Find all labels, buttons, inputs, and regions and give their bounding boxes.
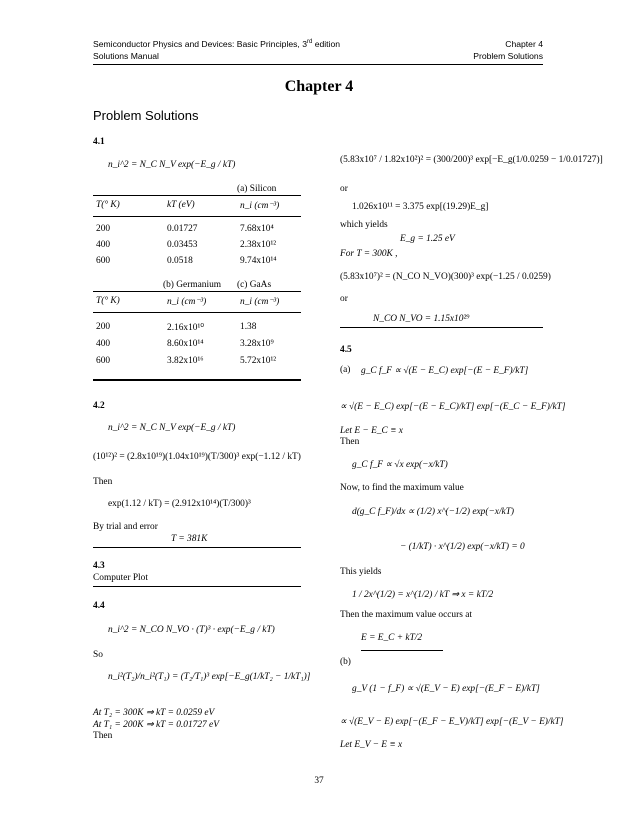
problem-4-5-yields: This yields	[340, 567, 382, 577]
problem-4-3-text: Computer Plot	[93, 573, 148, 583]
problem-4-5-eq2: ∝ √(E − E_C) exp[−(E − E_C)/kT] exp[−(E_C − E_F)/kT]	[340, 402, 566, 412]
problem-4-2-label: 4.2	[93, 401, 105, 411]
problem-4-5-then: Then	[340, 437, 360, 447]
problem-4-4-eq4: 1.026x10¹¹ = 3.375 exp[(19.29)E_g]	[352, 202, 489, 212]
problem-4-2-eq3: exp(1.12 / kT) = (2.912x10¹⁴)(T/300)³	[108, 499, 251, 509]
silicon-caption: (a) Silicon	[237, 184, 277, 194]
problem-4-5-let: Let E − E_C ≡ x	[340, 426, 403, 436]
section-divider	[93, 379, 301, 381]
header-left-line1: Semiconductor Physics and Devices: Basic Principles, 3rd edition	[93, 39, 341, 49]
header-right-line2: Problem Solutions	[473, 51, 543, 61]
problem-4-4-result-rule	[340, 327, 543, 328]
problem-4-5-eq4: d(g_C f_F)/dx ∝ (1/2) x^(−1/2) exp(−x/kT)	[352, 507, 515, 517]
table2-mid-rule	[93, 312, 301, 313]
problem-4-4-for: For T = 300K ,	[340, 249, 398, 259]
table-cell: 600	[96, 356, 111, 366]
table-cell: 8.60x10¹⁴	[167, 339, 204, 349]
problem-4-5-let2: Let E_V − E ≡ x	[340, 740, 403, 750]
problem-4-4-eg: E_g = 1.25 eV	[400, 234, 455, 244]
table1-header-2: kT (eV)	[167, 200, 195, 210]
problem-4-1-label: 4.1	[93, 137, 105, 147]
table1-top-rule	[93, 195, 301, 196]
problem-4-4-eq2: n_i²(T₂)/n_i²(T₁) = (T₂/T₁)³ exp[−E_g(1/kT₂ − 1/kT₁)]	[108, 672, 311, 682]
page-number: 37	[314, 776, 324, 786]
problem-4-4-at1: At T₂ = 300K ⇒ kT = 0.0259 eV	[93, 708, 215, 718]
table-cell: 3.28x10⁹	[240, 339, 274, 349]
problem-4-5-eq6: 1 / 2x^(1/2) = x^(1/2) / kT ⇒ x = kT/2	[352, 590, 494, 600]
table-cell: 2.16x10¹⁰	[167, 323, 205, 333]
problem-4-5-eq1: g_C f_F ∝ √(E − E_C) exp[−(E − E_F)/kT]	[361, 366, 529, 376]
problem-4-5-eq9: ∝ √(E_V − E) exp[−(E_F − E_V)/kT] exp[−(E_V − E)/kT]	[340, 717, 564, 727]
problem-4-5-eq5: − (1/kT) · x^(1/2) exp(−x/kT) = 0	[400, 542, 525, 552]
table-cell: 7.68x10⁴	[240, 224, 274, 234]
problem-4-2-eq1: n_i^2 = N_C N_V exp(−E_g / kT)	[108, 423, 236, 433]
problem-4-4-then: Then	[93, 731, 113, 741]
table-cell: 0.01727	[167, 224, 198, 234]
problem-4-2-result: T = 381K	[171, 534, 208, 544]
problem-4-5-eq8: g_V (1 − f_F) ∝ √(E_V − E) exp[−(E_F − E)/kT]	[352, 684, 540, 694]
table-cell: 0.03453	[167, 240, 198, 250]
problem-4-4-eq3: (5.83x10⁷ / 1.82x10²)² = (300/200)³ exp[−E_g(1/0.0259 − 1/0.01727)]	[340, 155, 603, 165]
problem-4-4-which: which yields	[340, 220, 388, 230]
gaas-caption: (c) GaAs	[237, 280, 272, 290]
problem-4-2-then: Then	[93, 477, 113, 487]
germanium-caption: (b) Germanium	[163, 280, 222, 290]
table-cell: 2.38x10¹²	[240, 240, 277, 250]
table-cell: 5.72x10¹²	[240, 356, 277, 366]
problem-4-5-label: 4.5	[340, 345, 352, 355]
problem-4-4-so: So	[93, 650, 103, 660]
problem-4-4-eq1: n_i^2 = N_CO N_VO · (T)³ · exp(−E_g / kT)	[108, 625, 275, 635]
table-cell: 400	[96, 339, 111, 349]
table2-header-3: n_i (cm⁻³)	[240, 297, 280, 307]
header-left-line2: Solutions Manual	[93, 51, 159, 61]
problem-4-2-trial: By trial and error	[93, 522, 158, 532]
table2-top-rule	[93, 291, 301, 292]
problem-4-2-eq2: (10¹²)² = (2.8x10¹⁹)(1.04x10¹⁹)(T/300)³ exp(−1.12 / kT)	[93, 452, 301, 462]
problem-4-5-now: Now, to find the maximum value	[340, 483, 464, 493]
problem-4-1-equation: n_i^2 = N_C N_V exp(−E_g / kT)	[108, 160, 236, 170]
table-cell: 3.82x10¹⁶	[167, 356, 204, 366]
problem-4-5-b: (b)	[340, 657, 351, 667]
table2-header-2: n_i (cm⁻³)	[167, 297, 207, 307]
problem-4-3-label: 4.3	[93, 561, 105, 571]
problem-4-4-or: or	[340, 184, 348, 194]
table-cell: 400	[96, 240, 111, 250]
table-cell: 0.0518	[167, 256, 193, 266]
problem-4-5-max: Then the maximum value occurs at	[340, 610, 472, 620]
chapter-title: Chapter 4	[284, 78, 354, 95]
problem-4-5-eq7-rule	[361, 650, 443, 651]
problem-4-4-or2: or	[340, 294, 348, 304]
table-cell: 1.38	[240, 322, 257, 332]
problem-4-5-eq7: E = E_C + kT/2	[361, 633, 423, 643]
header-rule	[93, 64, 543, 65]
problem-4-4-label: 4.4	[93, 601, 105, 611]
header-right-line1: Chapter 4	[505, 39, 543, 49]
table2-header-1: T(° K)	[96, 296, 120, 306]
table-cell: 600	[96, 256, 111, 266]
problem-4-4-result: N_CO N_VO = 1.15x10²⁹	[373, 314, 470, 324]
problem-4-3-rule	[93, 586, 301, 587]
section-title: Problem Solutions	[93, 108, 199, 123]
problem-4-4-eq5: (5.83x10⁷)² = (N_CO N_VO)(300)³ exp(−1.25 / 0.0259)	[340, 272, 551, 282]
problem-4-5-eq3: g_C f_F ∝ √x exp(−x/kT)	[352, 460, 448, 470]
table1-mid-rule	[93, 216, 301, 217]
table-cell: 9.74x10¹⁴	[240, 256, 277, 266]
problem-4-5-a: (a)	[340, 365, 351, 375]
table1-header-3: n_i (cm⁻³)	[240, 201, 280, 211]
problem-4-2-result-rule	[93, 547, 301, 548]
problem-4-4-at2: At T₁ = 200K ⇒ kT = 0.01727 eV	[93, 720, 219, 730]
table1-header-1: T(° K)	[96, 200, 120, 210]
table-cell: 200	[96, 224, 111, 234]
table-cell: 200	[96, 322, 111, 332]
